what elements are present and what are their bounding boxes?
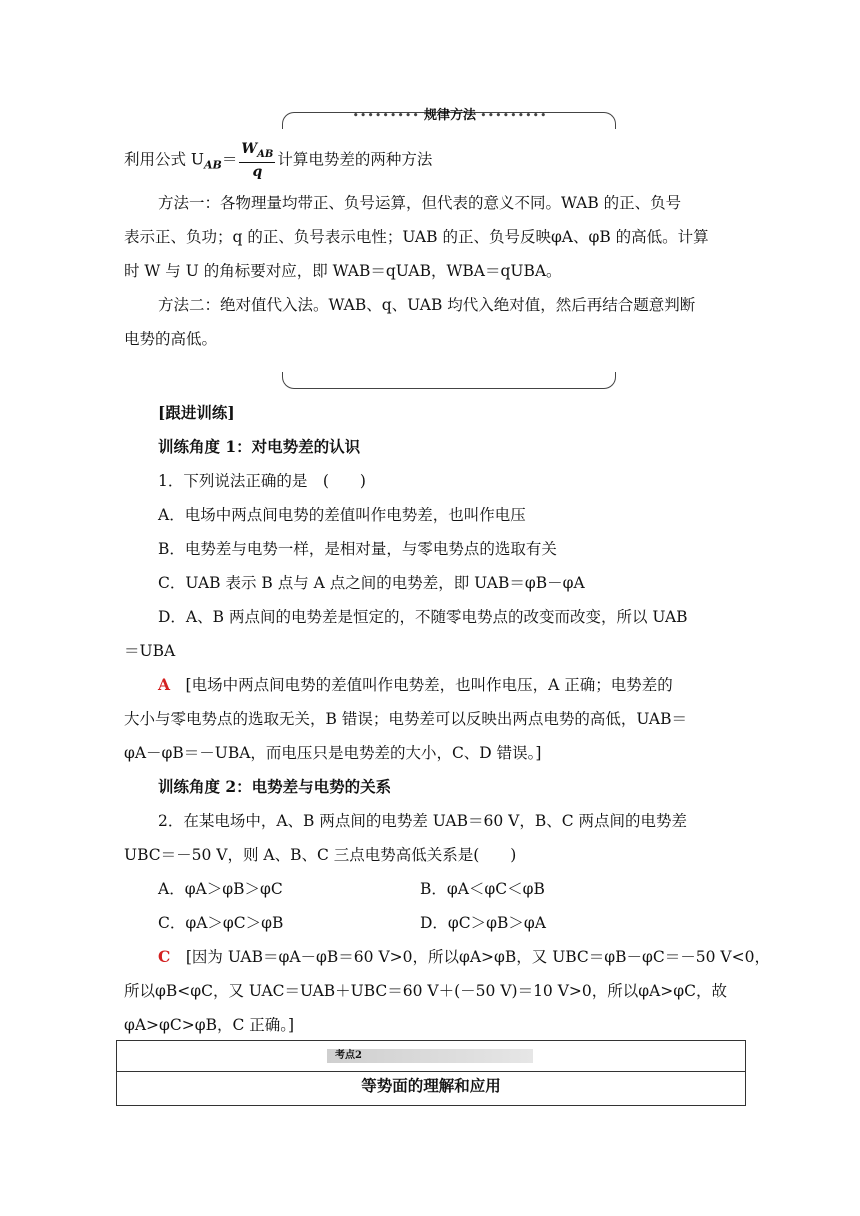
training-angle-2: 训练角度 2：电势差与电势的关系 — [158, 777, 392, 796]
rule-box-title: ••••••••• 规律方法 ••••••••• — [352, 108, 548, 123]
q1-explanation-line3: φA－φB＝－UBA，而电压只是电势差的大小，C、D 错误。] — [124, 744, 542, 762]
method2-line1: 方法二：绝对值代入法。WAB、q、UAB 均代入绝对值，然后再结合题意判断 — [158, 296, 696, 314]
kaodian-header-row — [117, 1041, 745, 1072]
q2-answer: C — [158, 947, 171, 966]
formula-line: 利用公式 $U_{AB}=$ $\frac{W_{AB}}{q}$ 计算电势差的两种方法 — [124, 141, 433, 180]
q1-option-a: A．电场中两点间电势的差值叫作电势差，也叫作电压 — [158, 506, 526, 524]
q2-stem-line2: UBC＝－50 V，则 A、B、C 三点电势高低关系是( ) — [124, 846, 517, 864]
method2-line2: 电势的高低。 — [124, 330, 218, 348]
q2-stem-line1: 2．在某电场中，A、B 两点间的电势差 UAB＝60 V，B、C 两点间的电势差 — [158, 812, 687, 830]
rule-box-bottom-frame — [282, 372, 616, 389]
follow-up-heading: [跟进训练] — [158, 403, 235, 422]
q1-explanation-line1: A [电场中两点间电势的差值叫作电势差，也叫作电压，A 正确；电势差的 — [158, 675, 673, 694]
q1-option-d: D．A、B 两点间的电势差是恒定的，不随零电势点的改变而改变，所以 UAB — [158, 608, 688, 626]
q2-option-b: B．φA＜φC＜φB — [420, 880, 545, 898]
q2-explanation-line1: C [因为 UAB＝φA－φB＝60 V>0，所以φA>φB，又 UBC＝φB－φC＝－50 V<0， — [158, 947, 770, 966]
q1-option-c: C．UAB 表示 B 点与 A 点之间的电势差，即 UAB＝φB－φA — [158, 574, 585, 592]
kaodian-title: 等势面的理解和应用 — [361, 1076, 501, 1095]
method1-line2: 表示正、负功；q 的正、负号表示电性；UAB 的正、负号反映φA、φB 的高低。计算 — [124, 228, 709, 246]
method1-line1: 方法一：各物理量均带正、负号运算，但代表的意义不同。WAB 的正、负号 — [158, 194, 682, 212]
kaodian-tag: 考点2 — [327, 1049, 533, 1063]
training-angle-1: 训练角度 1：对电势差的认识 — [158, 437, 361, 456]
q1-explanation-line2: 大小与零电势点的选取无关，B 错误；电势差可以反映出两点电势的高低，UAB＝ — [124, 710, 687, 728]
q2-explanation-line2: 所以φB<φC，又 UAC＝UAB＋UBC＝60 V＋(－50 V)＝10 V>0，所以φA>φC，故 — [124, 982, 728, 1000]
q2-option-d: D．φC＞φB＞φA — [420, 914, 546, 932]
q2-option-a: A．φA＞φB＞φC — [158, 880, 283, 898]
kaodian-table — [116, 1040, 746, 1106]
q1-stem: 1．下列说法正确的是 ( ) — [158, 472, 366, 490]
q2-option-c: C．φA＞φC＞φB — [158, 914, 284, 932]
q1-answer: A — [158, 675, 171, 694]
q2-explanation-line3: φA>φC>φB，C 正确。] — [124, 1016, 295, 1034]
method1-line3: 时 W 与 U 的角标要对应，即 WAB＝qUAB，WBA＝qUBA。 — [124, 262, 562, 280]
q1-option-d-cont: ＝UBA — [124, 642, 176, 660]
fraction-wab-over-q: $\frac{W_{AB}}{q}$ — [241, 141, 274, 180]
q1-option-b: B．电势差与电势一样，是相对量，与零电势点的选取有关 — [158, 540, 557, 558]
